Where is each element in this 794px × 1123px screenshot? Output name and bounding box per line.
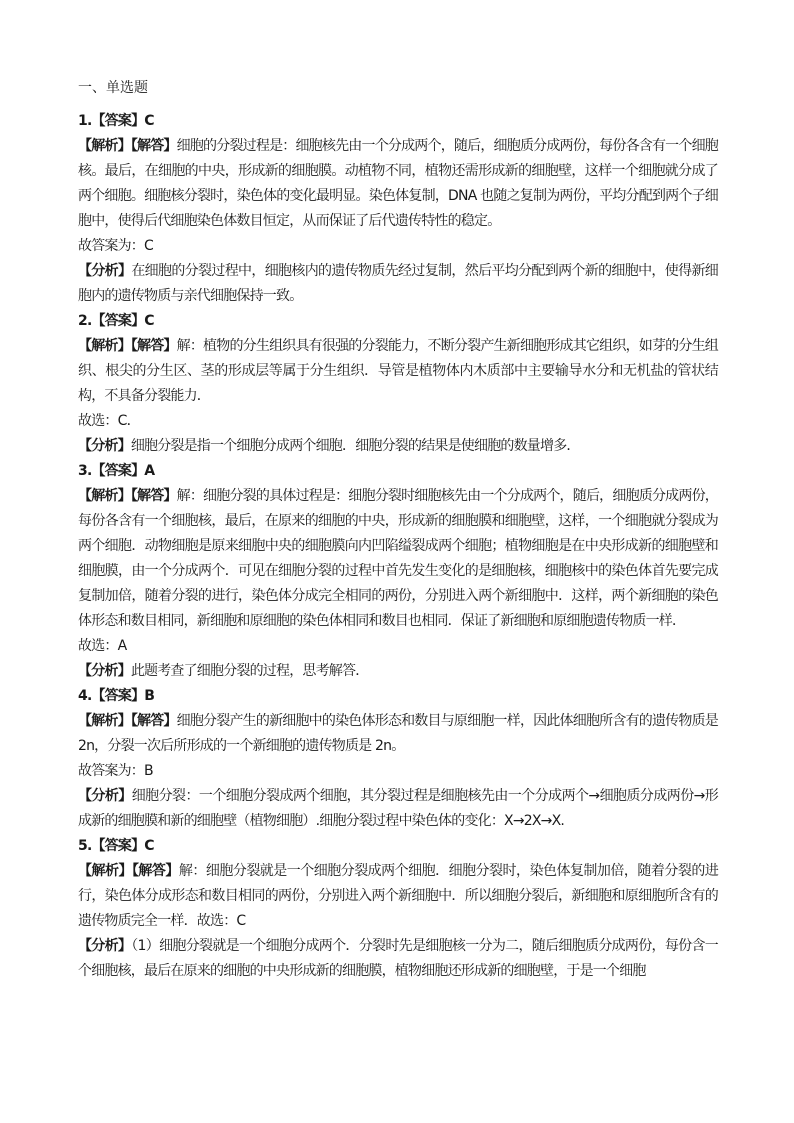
conclusion-line: 故答案为：B	[78, 763, 153, 779]
answer-label: 【答案】	[91, 688, 145, 704]
answer-value: A	[144, 463, 155, 479]
answer-label: 【答案】	[91, 113, 145, 129]
comment-label: 【分析】	[78, 788, 132, 804]
analysis-text: 解：细胞分裂的具体过程是：细胞分裂时细胞核先由一个分成两个，随后，细胞质分成两份，每份各含有一个细胞核，最后，在原来的细胞的中央，形成新的细胞膜和细胞壁，这样，一个细胞就分裂成为两个细胞．动物细胞是原来细胞中央的细胞膜向内凹陷缢裂成两个细胞；植物细胞是在中央形成新的细胞壁和细胞膜，由一个分成两个．可见在细胞分裂的过程中首先发生变化的是细胞核，细胞核中的染色体首先要完成复制加倍，随着分裂的进行，染色体分成完全相同的两份，分别进入两个新细胞中．这样，两个新细胞的染色体形态和数目相同，新细胞和原细胞的染色体相同和数目也相同．保证了新细胞和原细胞遗传物质一样．	[78, 488, 718, 629]
answer-line	[78, 684, 718, 709]
analysis-paragraph	[78, 134, 718, 234]
answer-label: 【答案】	[91, 838, 145, 854]
analysis-label: 【解析】【解答】	[78, 863, 179, 879]
answer-value: C	[144, 113, 154, 129]
question-number: 1.	[78, 113, 92, 129]
answer-label: 【答案】	[91, 463, 145, 479]
analysis-text: 解：细胞分裂就是一个细胞分裂成两个细胞．细胞分裂时，染色体复制加倍，随着分裂的进行，染色体分成形态和数目相同的两份，分别进入两个新细胞中．所以细胞分裂后，新细胞和原细胞所含有的遗传物质完全一样．故选：C	[78, 863, 719, 929]
comment-label: 【分析】	[78, 438, 131, 454]
analysis-text: 细胞的分裂过程是：细胞核先由一个分成两个，随后，细胞质分成两份，每份各含有一个细胞核。最后，在细胞的中央，形成新的细胞膜。动植物不同，植物还需形成新的细胞壁，这样一个细胞就分成了两个细胞。细胞核分裂时，染色体的变化最明显。染色体复制，DNA 也随之复制为两份，平均分配到两个子细胞中，使得后代细胞染色体数目恒定，从而保证了后代遗传特性的稳定。	[78, 138, 718, 229]
question-number: 4.	[78, 688, 92, 704]
answer-line	[78, 834, 718, 859]
answer-value: C	[144, 313, 154, 329]
question-number: 2.	[78, 313, 92, 329]
analysis-label: 【解析】【解答】	[78, 138, 177, 154]
comment-paragraph	[78, 434, 718, 459]
conclusion-line: 故选：C．	[78, 413, 140, 429]
analysis-text: 细胞分裂产生的新细胞中的染色体形态和数目与原细胞一样，因此体细胞所含有的遗传物质是 2n，分裂一次后所形成的一个新细胞的遗传物质是 2n。	[78, 713, 718, 754]
answer-value: C	[144, 838, 154, 854]
comment-text: 细胞分裂：一个细胞分裂成两个细胞，其分裂过程是细胞核先由一个分成两个→细胞质分成两份→形成新的细胞膜和新的细胞壁（植物细胞）.细胞分裂过程中染色体的变化：X→2X→X.	[78, 788, 718, 829]
question-number: 5.	[78, 838, 92, 854]
comment-text: 在细胞的分裂过程中，细胞核内的遗传物质先经过复制，然后平均分配到两个新的细胞中，使得新细胞内的遗传物质与亲代细胞保持一致。	[78, 263, 718, 304]
comment-text: （1）细胞分裂就是一个细胞分成两个．分裂时先是细胞核一分为二，随后细胞质分成两份，每份含一个细胞核，最后在原来的细胞的中央形成新的细胞膜，植物细胞还形成新的细胞壁，于是一个细胞	[78, 938, 718, 979]
analysis-label: 【解析】【解答】	[78, 338, 177, 354]
comment-label: 【分析】	[78, 663, 131, 679]
answer-value: B	[144, 688, 155, 704]
analysis-text: 解：植物的分生组织具有很强的分裂能力，不断分裂产生新细胞形成其它组织，如芽的分生组织、根尖的分生区、茎的形成层等属于分生组织．导管是植物体内木质部中主要输导水分和无机盐的管状结构，不具备分裂能力．	[78, 338, 718, 404]
answer-label: 【答案】	[91, 313, 145, 329]
comment-paragraph	[78, 784, 718, 834]
question-2	[78, 309, 718, 459]
comment-label: 【分析】	[78, 938, 132, 954]
comment-paragraph	[78, 934, 718, 984]
section-title: 一、单选题	[78, 80, 148, 96]
analysis-label: 【解析】【解答】	[78, 713, 177, 729]
conclusion-line: 故答案为：C	[78, 238, 153, 254]
document-content	[78, 76, 718, 984]
comment-paragraph	[78, 259, 718, 309]
comment-label: 【分析】	[78, 263, 132, 279]
analysis-paragraph	[78, 709, 718, 759]
question-3	[78, 459, 718, 684]
answer-line	[78, 309, 718, 334]
comment-text: 此题考查了细胞分裂的过程，思考解答．	[130, 663, 369, 679]
question-1	[78, 109, 718, 309]
question-number: 3.	[78, 463, 92, 479]
analysis-paragraph	[78, 484, 718, 634]
conclusion-line: 故选：A	[78, 638, 127, 654]
analysis-label: 【解析】【解答】	[78, 488, 177, 504]
answer-line	[78, 109, 718, 134]
comment-text: 细胞分裂是指一个细胞分成两个细胞．细胞分裂的结果是使细胞的数量增多．	[130, 438, 580, 454]
comment-paragraph	[78, 659, 718, 684]
answer-line	[78, 459, 718, 484]
analysis-paragraph	[78, 334, 718, 409]
question-4	[78, 684, 718, 834]
analysis-paragraph	[78, 859, 718, 934]
question-5	[78, 834, 718, 984]
